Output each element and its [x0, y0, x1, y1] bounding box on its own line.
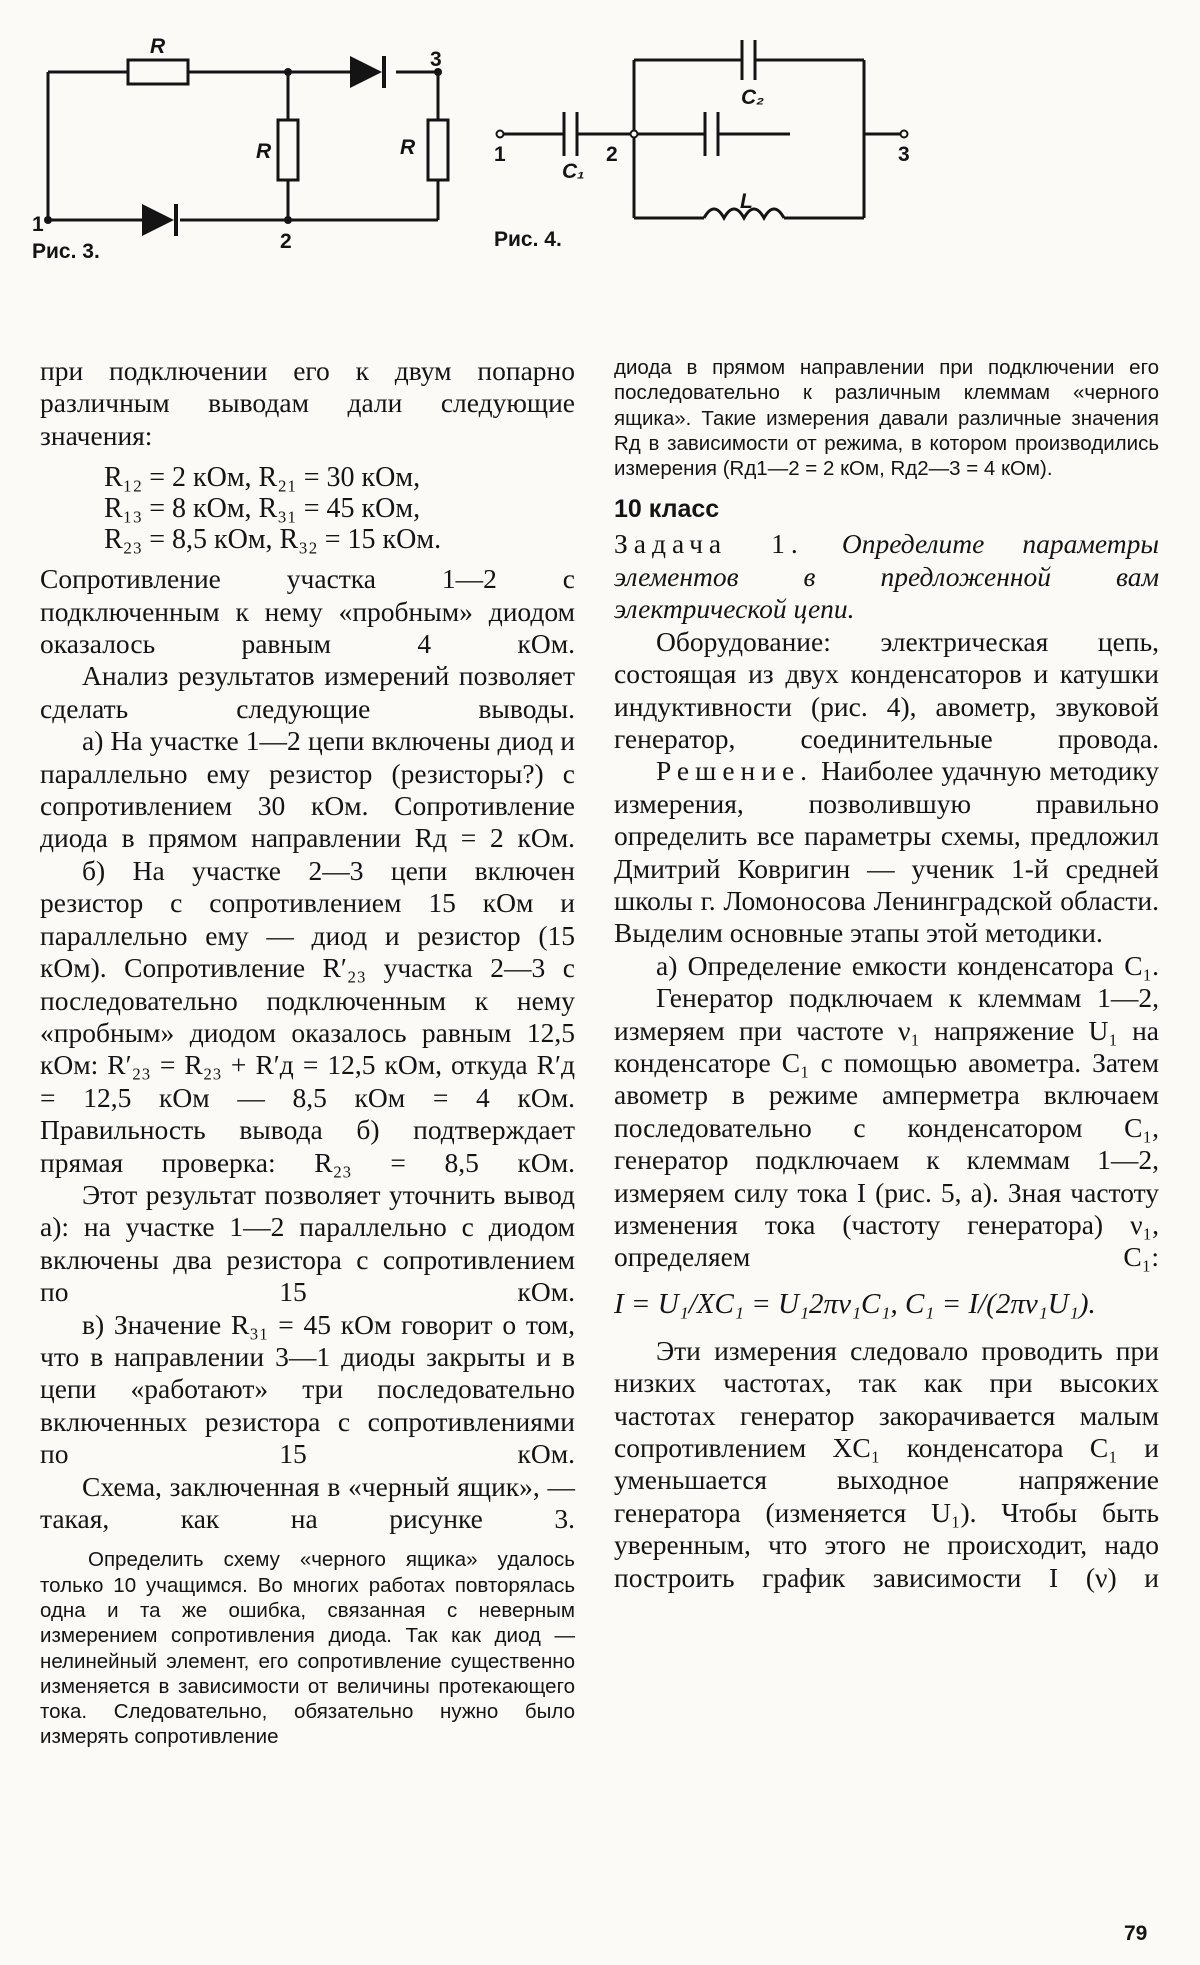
solution-paragraph — [614, 755, 1159, 949]
left-paragraph-3: Анализ результатов измерений позволяет сделать следующие выводы. — [40, 660, 575, 724]
task-text: Определите параметры элементов в предложенной вам электрической цепи. — [614, 528, 1159, 625]
left-paragraph-4: а) На участке 1—2 цепи включены диод и параллельно ему резистор (резисторы?) с сопротивлением 30 кОм. Сопротивление диода в прямом направлении Rд = 2 кОм. — [40, 725, 575, 854]
label-f4-node-2: 2 — [606, 143, 618, 166]
solution-label: Решение. — [656, 755, 814, 787]
left-column — [40, 355, 575, 1750]
right-paragraph-2: Оборудование: электрическая цепь, состоящая из двух конденсаторов и катушки индуктивности (рис. 4), авометр, звуковой генератор, соединительные провода. — [614, 625, 1159, 754]
label-c1: C₁ — [562, 160, 585, 183]
left-note: Определить схему «черного ящика» удалось только 10 учащимся. Во многих работах повторялась одна и та же ошибка, связанная с неверным измерением сопротивления диода. Так как диод — нелинейный элемент, его сопротивление существенно изменяется в зависимости от величины протекающего тока. Следовательно, обязательно нужно было измерять сопротивление — [40, 1548, 575, 1749]
right-paragraph-4: а) Определение емкости конденсатора C₁. — [656, 949, 1159, 981]
label-node-3: 3 — [430, 48, 442, 71]
right-paragraph-5: Генератор подключаем к клеммам 1—2, измеряем при частоте ν₁ напряжение U₁ на конденсаторе C₁ с помощью авометра. Затем авометр в режиме амперметра включаем последовательно с конденсатором C₁, генератор подключаем к клеммам 1—2, измеряем силу тока I (рис. 5, а). Зная частоту изменения тока (частоту генератора) ν₁, определяем C₁: — [614, 982, 1159, 1273]
task-paragraph — [614, 528, 1159, 625]
equation-block — [104, 462, 575, 555]
left-paragraph-1: при подключении его к двум попарно различным выводам дали следующие значения: — [40, 355, 575, 451]
diode-top — [350, 56, 382, 88]
left-paragraph-2: Сопротивление участка 1—2 с подключенным к нему «пробным» диодом оказалось равным 4 кОм. — [40, 563, 575, 660]
figure-4-svg — [484, 30, 954, 260]
formula: I = U₁/XC₁ = U₁2πν₁C₁, C₁ = I/(2πν₁U₁). — [614, 1287, 1096, 1320]
left-paragraph-7: в) Значение R₃₁ = 45 кОм говорит о том, что в направлении 3—1 диоды закрыты и в цепи «работают» три последовательно включенных резистора с сопротивлениями по 15 кОм. — [40, 1308, 575, 1470]
label-l: L — [740, 190, 753, 213]
figure-4-caption: Рис. 4. — [494, 228, 562, 251]
label-f4-node-1: 1 — [494, 143, 506, 166]
section-heading: 10 класс — [614, 495, 720, 524]
left-paragraph-5: б) На участке 2—3 цепи включен резистор с сопротивлением 15 кОм и параллельно ему — диод и резистор (15 кОм). Сопротивление R′₂₃ участка 2—3 с последовательно подключенным к нему «пробным» диодом оказалось равным 12,5 кОм: R′₂₃ = R₂₃ + R′д = 12,5 кОм, откуда R′д = 12,5 кОм — 8,5 кОм = 4 кОм. Правильность вывода б) подтверждает прямая проверка: R₂₃ = 8,5 кОм. — [40, 854, 575, 1178]
equation-line-1: R₁₂ = 2 кОм, R₂₁ = 30 кОм, — [104, 462, 421, 494]
task-label: Задача 1. — [614, 528, 804, 560]
label-r-mid: R — [256, 140, 272, 163]
label-f4-node-3: 3 — [898, 143, 910, 166]
label-r-right: R — [400, 136, 416, 159]
right-note: диода в прямом направлении при подключении его последовательно к различным клеммам «черного ящика». Такие измерения давали различные значения Rд в зависимости от режима, в котором производились измерения (Rд1—2 = 2 кОм, Rд2—3 = 4 кОм). — [614, 356, 1159, 481]
solution-text: Наиболее удачную методику измерения, позволившую правильно определить все параметры схемы, предложил Дмитрий Ковригин — ученик 1-й средней школы г. Ломоносова Ленинградской области. Выделим основные этапы этой методики. — [614, 755, 1159, 949]
label-node-1: 1 — [32, 213, 44, 236]
figure-3-caption: Рис. 3. — [32, 240, 100, 263]
right-paragraph-6: Эти измерения следовало проводить при низких частотах, так как при высоких частотах генератор закорачивается малым сопротивлением XC₁ конденсатора C₁ и уменьшается выходное напряжение генератора (изменяется U₁). Чтобы быть уверенным, что этого не происходит, надо построить график зависимости I (ν) и — [614, 1334, 1159, 1593]
label-c2: C₂ — [741, 86, 765, 109]
equation-line-2: R₁₃ = 8 кОм, R₃₁ = 45 кОм, — [104, 493, 421, 525]
label-r-top: R — [150, 35, 166, 58]
right-column — [614, 355, 1159, 1594]
figure-4-layout — [484, 30, 954, 260]
diode-bottom — [142, 204, 174, 236]
page-number: 79 — [1124, 1922, 1148, 1945]
equation-line-3: R₂₃ = 8,5 кОм, R₃₂ = 15 кОм. — [104, 524, 442, 556]
label-node-2: 2 — [280, 230, 292, 253]
left-paragraph-8: Схема, заключенная в «черный ящик», — такая, как на рисунке 3. — [40, 1470, 575, 1534]
left-paragraph-6: Этот результат позволяет уточнить вывод а): на участке 1—2 параллельно с диодом включены два резистора с сопротивлением по 15 кОм. — [40, 1178, 575, 1308]
